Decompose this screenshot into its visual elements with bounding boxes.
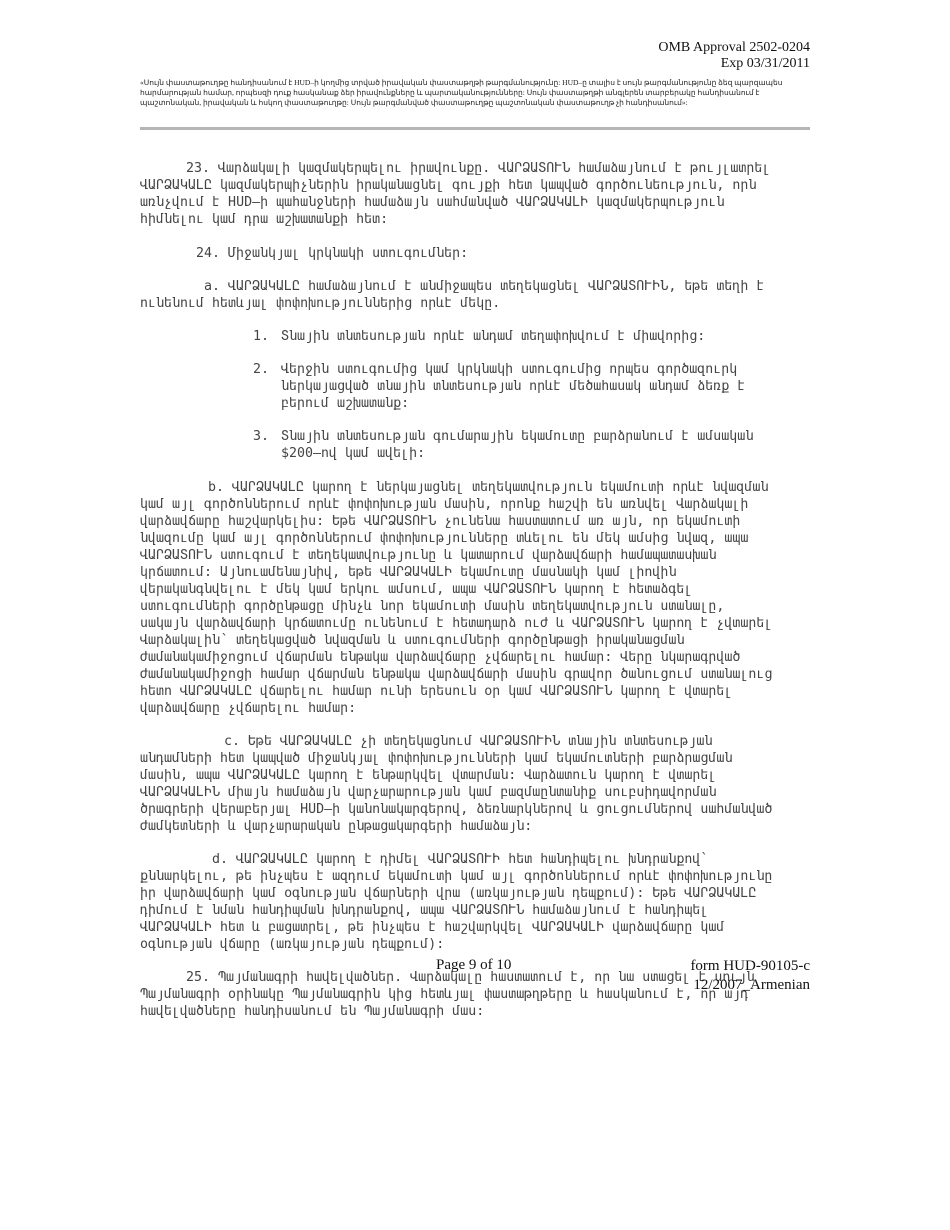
document-body [140,160,780,1020]
paragraph-24c: c. Եթե ՎԱՐՁԱԿԱԼԸ չի տեղեկացնում ՎԱՐՁԱՏՈՒԻՆ տնային տնտեսության անդամների հետ կապված միջանկյալ փոփոխությունների կամ եկամուտների բարձրացման մասին, ապա ՎԱՐՁԱԿԱԼԸ կարող է ենթարկվել վտարման: Վարձատուն կարող է վտարել ՎԱՐՁԱԿԱԼԻՆ միայն համաձայն վարչարարության կամ բազմաընտանիք սուբսիդավորման ծրագրերի վերաբերյալ HUD–ի կանոնակարգերով, ձեռնարկներով և ցուցումներով սահմանված ժամկետների և վարչարարական ընթացակարգերի համաձայն: [140,734,773,834]
paragraph-24a: a. ՎԱՐՁԱԿԱԼԸ համաձայնում է անմիջապես տեղեկացնել ՎԱՐՁԱՏՈՒԻՆ, եթե տեղի է ունենում հետևյալ փոփոխություններից որևէ մեկը. [140,279,765,311]
list-item [253,361,780,412]
paragraph-24b: b. ՎԱՐՁԱԿԱԼԸ կարող է ներկայացնել տեղեկատվություն եկամուտի որևէ նվազման կամ այլ գործոններում որևէ փոփոխության մասին, որոնք հաշվի են առնվել Վարձակալի վարձավճարը հաշվարկելիս: Եթե ՎԱՐՁԱՏՈՒՆ չունենա հաստատում առ այն, որ եկամուտի նվազումը կամ այլ գործոններում փոփոխությունները տևելու են մեկ ամսից նվազ, ապա ՎԱՐՁԱՏՈՒՆ ստուգում է տեղեկատվությունը և կատարում վարձավճարի համապատասխան կրճատում: Այնուամենայնիվ, եթե ՎԱՐՁԱԿԱԼԻ եկամուտը մասնակի կամ լիովին վերականգնվելու է մեկ կամ երկու ամսում, ապա ՎԱՐՁԱՏՈՒՆ կարող է հետաձգել ստուգումների գործընթացը մինչև նոր եկամուտի մասին տեղեկատվություն ստանալը, սակայն վարձավճարի կրճատումը ունենում է հետադարձ ուժ և ՎԱՐՁԱՏՈՒՆ կարող է չվտարել Վարձակալին՝ տեղեկացված նվազման և ստուգումների գործընթացի իրականացման ժամանակամիջոցում վճարման ենթակա վարձավճարը չվճարելու համար: Վերը նկարագրված ժամանակամիջոցի համար վճարման ենթակա վարձավճարի մասին գրավոր ծանուցում ստանալուց հետո ՎԱՐՁԱԿԱԼԸ վճարելու համար ունի երեսուն օր կամ ՎԱՐՁԱՏՈՒՆ կարող է վտարել վարձավճարը չվճարելու համար: [140,480,773,716]
list-item [253,428,780,462]
form-number: form HUD-90105-c [690,958,810,974]
page-number: Page 9 of 10 [436,957,512,973]
list-item [253,328,780,345]
paragraph-25: 25. Պայմանագրի հավելվածներ. Վարձակալը հաստատում է, որ նա ստացել է սույն Պայմանագրի օրինակը Պայմանագրին կից հետևյալ փաստաթղթերը և հասկանում է, որ այդ հավելվածները հանդիսանում են Պայմանագրի մաս: [140,970,755,1019]
page-header [140,40,810,108]
list-item-number: 1. [253,329,270,344]
change-list [140,328,780,462]
paragraph-24-heading: 24. Միջանկյալ կրկնակի ստուգումներ: [196,246,469,261]
header-divider [140,127,810,130]
list-item-text: Տնային տնտեսության գումարային եկամուտը բարձրանում է ամսական $200–ով կամ ավելի: [281,429,754,461]
omb-approval-number: OMB Approval 2502-0204 [658,40,810,55]
omb-approval [140,40,810,72]
translation-disclaimer: «Սույն փաստաթուղթը հանդիսանում է HUD–ի կողմից տրված իրավական փաստաթղթի թարգմանությունը: HUD–ը տալիս է սույն թարգմանությունը ձեզ պարզապես հարմարության համար, որպեսզի դուք հասկանաք ձեր իրավունքները և պարտականությունները: Սույն փաստաթղթի անգլերեն տարբերակը հանդիսանում է պաշտոնական, իրավական և հսկող փաստաթուղթը: Սույն թարգմանված փաստաթուղթը պաշտոնական փաստաթուղթ չի հանդիսանում»: [140,78,783,107]
list-item-text: Վերջին ստուգումից կամ կրկնակի ստուգումից որպես գործազուրկ ներկայացված տնային տնտեսության որևէ մեծահասակ անդամ ձեռք է բերում աշխատանք: [281,362,746,411]
paragraph-24d: d. ՎԱՐՁԱԿԱԼԸ կարող է դիմել ՎԱՐՁԱՏՈՒԻ հետ հանդիպելու խնդրանքով` քննարկելու, թե ինչպես է ազդում եկամուտի կամ այլ գործոններում որևէ փոփոխությունը իր վարձավճարի կամ օգնության վճարների վրա (առկայության դեպքում): Եթե ՎԱՐՁԱԿԱԼԸ դիմում է նման հանդիպման խնդրանքով, ապա ՎԱՐՁԱՏՈՒՆ համաձայնում է հանդիպել ՎԱՐՁԱԿԱԼԻ հետ և բացատրել, թե ինչպես է հաշվարկվել ՎԱՐՁԱԿԱԼԻ վարձավճարը կամ օգնության վճարը (առկայության դեպքում): [140,852,773,952]
form-identifier [640,957,810,995]
list-item-number: 3. [253,429,270,444]
list-item-text: Տնային տնտեսության որևէ անդամ տեղափոխվում է միավորից: [281,329,706,344]
omb-expiration: Exp 03/31/2011 [720,56,810,71]
form-version: 12/2007_Armenian [693,977,810,993]
paragraph-23: 23. Վարձակալի կազմակերպելու իրավունքը. ՎԱՐՁԱՏՈՒՆ համաձայնում է թույլատրել ՎԱՐՁԱԿԱԼԸ կազմակերպիչներին իրականացնել գույքի հետ կապված գործունեություն, որն առնչվում է HUD–ի պահանջների համաձայն սահմանված ՎԱՐՁԱԿԱԼԻ կազմակերպություն հիմնելու կամ դրա աշխատանքի հետ: [140,161,771,227]
list-item-number: 2. [253,362,270,377]
